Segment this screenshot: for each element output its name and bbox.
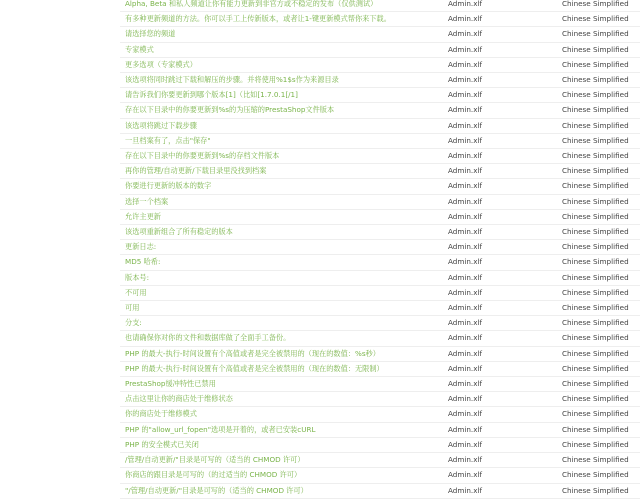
table-row <box>0 346 640 361</box>
row-gutter <box>0 73 120 88</box>
source-file: Admin.xlf <box>445 164 560 179</box>
language: Chinese Simplified <box>560 270 640 285</box>
translation-string: 允许主更新 <box>120 209 445 224</box>
translation-string: 你要进行更新的版本的数字 <box>120 179 445 194</box>
source-file: Admin.xlf <box>445 240 560 255</box>
language: Chinese Simplified <box>560 103 640 118</box>
table-row <box>0 377 640 392</box>
table-row <box>0 468 640 483</box>
row-gutter <box>0 12 120 27</box>
table-row <box>0 301 640 316</box>
row-gutter <box>0 346 120 361</box>
source-file: Admin.xlf <box>445 209 560 224</box>
translation-string: 该选项将跳过下载步骤 <box>120 118 445 133</box>
source-file: Admin.xlf <box>445 0 560 12</box>
translation-string: 更多选项（专家模式） <box>120 57 445 72</box>
source-file: Admin.xlf <box>445 133 560 148</box>
source-file: Admin.xlf <box>445 316 560 331</box>
source-file: Admin.xlf <box>445 179 560 194</box>
translation-string: 有多种更新频道的方法。你可以手工上传新版本，或者让1-键更新模式帮你来下载。 <box>120 12 445 27</box>
source-file: Admin.xlf <box>445 346 560 361</box>
translation-string: PrestaShop缓冲特性已禁用 <box>120 377 445 392</box>
table-row <box>0 453 640 468</box>
language: Chinese Simplified <box>560 468 640 483</box>
source-file: Admin.xlf <box>445 73 560 88</box>
language: Chinese Simplified <box>560 73 640 88</box>
language: Chinese Simplified <box>560 255 640 270</box>
translation-string: 再你的管理/自动更新/下载目录里没找到档案 <box>120 164 445 179</box>
translation-string: PHP 的安全模式已关闭 <box>120 437 445 452</box>
source-file: Admin.xlf <box>445 255 560 270</box>
source-file: Admin.xlf <box>445 301 560 316</box>
table-row <box>0 255 640 270</box>
row-gutter <box>0 0 120 12</box>
source-file: Admin.xlf <box>445 57 560 72</box>
translation-string: 版本号: <box>120 270 445 285</box>
row-gutter <box>0 483 120 498</box>
table-row <box>0 285 640 300</box>
table-row <box>0 209 640 224</box>
language: Chinese Simplified <box>560 361 640 376</box>
table-row <box>0 270 640 285</box>
table-row <box>0 437 640 452</box>
source-file: Admin.xlf <box>445 103 560 118</box>
translation-string: 你的商店处于维修模式 <box>120 407 445 422</box>
table-row <box>0 12 640 27</box>
translation-string: Alpha, Beta 和私人频道让你有能力更新到非官方或不稳定的发布（仅供测试） <box>120 0 445 12</box>
table-row <box>0 361 640 376</box>
row-gutter <box>0 149 120 164</box>
translation-string: 不可用 <box>120 285 445 300</box>
language: Chinese Simplified <box>560 407 640 422</box>
row-gutter <box>0 88 120 103</box>
table-row <box>0 42 640 57</box>
source-file: Admin.xlf <box>445 149 560 164</box>
translation-string: 该选项重新组合了所有稳定的版本 <box>120 225 445 240</box>
source-file: Admin.xlf <box>445 225 560 240</box>
row-gutter <box>0 316 120 331</box>
source-file: Admin.xlf <box>445 285 560 300</box>
language: Chinese Simplified <box>560 209 640 224</box>
source-file: Admin.xlf <box>445 270 560 285</box>
table-row <box>0 103 640 118</box>
row-gutter <box>0 194 120 209</box>
translation-string: PHP 的最大-执行-时间设置有个高值或者是完全被禁用的（现在的数值：无限制） <box>120 361 445 376</box>
table-row <box>0 392 640 407</box>
source-file: Admin.xlf <box>445 377 560 392</box>
source-file: Admin.xlf <box>445 27 560 42</box>
table-row <box>0 27 640 42</box>
table-row <box>0 194 640 209</box>
row-gutter <box>0 240 120 255</box>
language: Chinese Simplified <box>560 164 640 179</box>
row-gutter <box>0 270 120 285</box>
translation-string: 分支: <box>120 316 445 331</box>
table-row <box>0 149 640 164</box>
table-row <box>0 179 640 194</box>
translation-string: PHP 的"allow_url_fopen"选项是开着的，或者已安装cURL <box>120 422 445 437</box>
language: Chinese Simplified <box>560 377 640 392</box>
source-file: Admin.xlf <box>445 407 560 422</box>
table-row <box>0 407 640 422</box>
row-gutter <box>0 255 120 270</box>
table-row <box>0 0 640 12</box>
source-file: Admin.xlf <box>445 42 560 57</box>
language: Chinese Simplified <box>560 240 640 255</box>
source-file: Admin.xlf <box>445 483 560 498</box>
source-file: Admin.xlf <box>445 331 560 346</box>
row-gutter <box>0 377 120 392</box>
source-file: Admin.xlf <box>445 422 560 437</box>
translation-string: 请告诉我们你要更新到哪个版本[1]（比如[1.7.0.1[/1] <box>120 88 445 103</box>
language: Chinese Simplified <box>560 483 640 498</box>
language: Chinese Simplified <box>560 316 640 331</box>
translation-string: 可用 <box>120 301 445 316</box>
translation-string: 该选项将同时跳过下载和解压的步骤。并将使用%1$s作为来源目录 <box>120 73 445 88</box>
row-gutter <box>0 42 120 57</box>
translation-string: 一旦档案有了，点击"保存" <box>120 133 445 148</box>
language: Chinese Simplified <box>560 453 640 468</box>
table-row <box>0 88 640 103</box>
row-gutter <box>0 103 120 118</box>
table-row <box>0 73 640 88</box>
row-gutter <box>0 225 120 240</box>
row-gutter <box>0 468 120 483</box>
language: Chinese Simplified <box>560 179 640 194</box>
source-file: Admin.xlf <box>445 88 560 103</box>
table-row <box>0 57 640 72</box>
translation-string: 选择一个档案 <box>120 194 445 209</box>
row-gutter <box>0 285 120 300</box>
source-file: Admin.xlf <box>445 12 560 27</box>
source-file: Admin.xlf <box>445 468 560 483</box>
source-file: Admin.xlf <box>445 361 560 376</box>
translation-string: 存在以下目录中的你要更新到%s的为压缩的PrestaShop文件版本 <box>120 103 445 118</box>
table-row <box>0 225 640 240</box>
language: Chinese Simplified <box>560 194 640 209</box>
language: Chinese Simplified <box>560 437 640 452</box>
table-row <box>0 316 640 331</box>
translation-string: 存在以下目录中的你要更新到%s的存档文件版本 <box>120 149 445 164</box>
language: Chinese Simplified <box>560 331 640 346</box>
language: Chinese Simplified <box>560 225 640 240</box>
translation-string: 专家模式 <box>120 42 445 57</box>
row-gutter <box>0 118 120 133</box>
source-file: Admin.xlf <box>445 194 560 209</box>
translation-string: MD5 哈希: <box>120 255 445 270</box>
row-gutter <box>0 331 120 346</box>
language: Chinese Simplified <box>560 285 640 300</box>
row-gutter <box>0 164 120 179</box>
source-file: Admin.xlf <box>445 118 560 133</box>
table-row <box>0 164 640 179</box>
row-gutter <box>0 453 120 468</box>
translation-string: "/管理/自动更新/"目录是可写的（适当的 CHMOD 许可） <box>120 483 445 498</box>
row-gutter <box>0 57 120 72</box>
table-row <box>0 118 640 133</box>
row-gutter <box>0 392 120 407</box>
row-gutter <box>0 27 120 42</box>
table-row <box>0 240 640 255</box>
language: Chinese Simplified <box>560 0 640 12</box>
translation-string: PHP 的最大-执行-时间设置有个高值或者是完全被禁用的（现在的数值：%s秒） <box>120 346 445 361</box>
translation-string: /管理/自动更新/"目录是可写的（适当的 CHMOD 许可） <box>120 453 445 468</box>
language: Chinese Simplified <box>560 118 640 133</box>
row-gutter <box>0 422 120 437</box>
table-row <box>0 422 640 437</box>
language: Chinese Simplified <box>560 346 640 361</box>
language: Chinese Simplified <box>560 42 640 57</box>
language: Chinese Simplified <box>560 392 640 407</box>
translation-string: 更新日志: <box>120 240 445 255</box>
language: Chinese Simplified <box>560 422 640 437</box>
language: Chinese Simplified <box>560 12 640 27</box>
row-gutter <box>0 361 120 376</box>
translation-string: 也请确保你对你的文件和数据库做了全面手工备份。 <box>120 331 445 346</box>
source-file: Admin.xlf <box>445 437 560 452</box>
language: Chinese Simplified <box>560 149 640 164</box>
source-file: Admin.xlf <box>445 392 560 407</box>
source-file: Admin.xlf <box>445 453 560 468</box>
table-row <box>0 483 640 498</box>
row-gutter <box>0 133 120 148</box>
translation-string: 你商店的跟目录是可写的（的过适当的 CHMOD 许可） <box>120 468 445 483</box>
table-row <box>0 331 640 346</box>
row-gutter <box>0 301 120 316</box>
language: Chinese Simplified <box>560 133 640 148</box>
row-gutter <box>0 209 120 224</box>
language: Chinese Simplified <box>560 301 640 316</box>
language: Chinese Simplified <box>560 27 640 42</box>
row-gutter <box>0 407 120 422</box>
row-gutter <box>0 179 120 194</box>
translation-string: 请选择您的频道 <box>120 27 445 42</box>
translation-string: 点击这里让你的商店处于维修状态 <box>120 392 445 407</box>
language: Chinese Simplified <box>560 88 640 103</box>
row-gutter <box>0 437 120 452</box>
language: Chinese Simplified <box>560 57 640 72</box>
table-row <box>0 133 640 148</box>
